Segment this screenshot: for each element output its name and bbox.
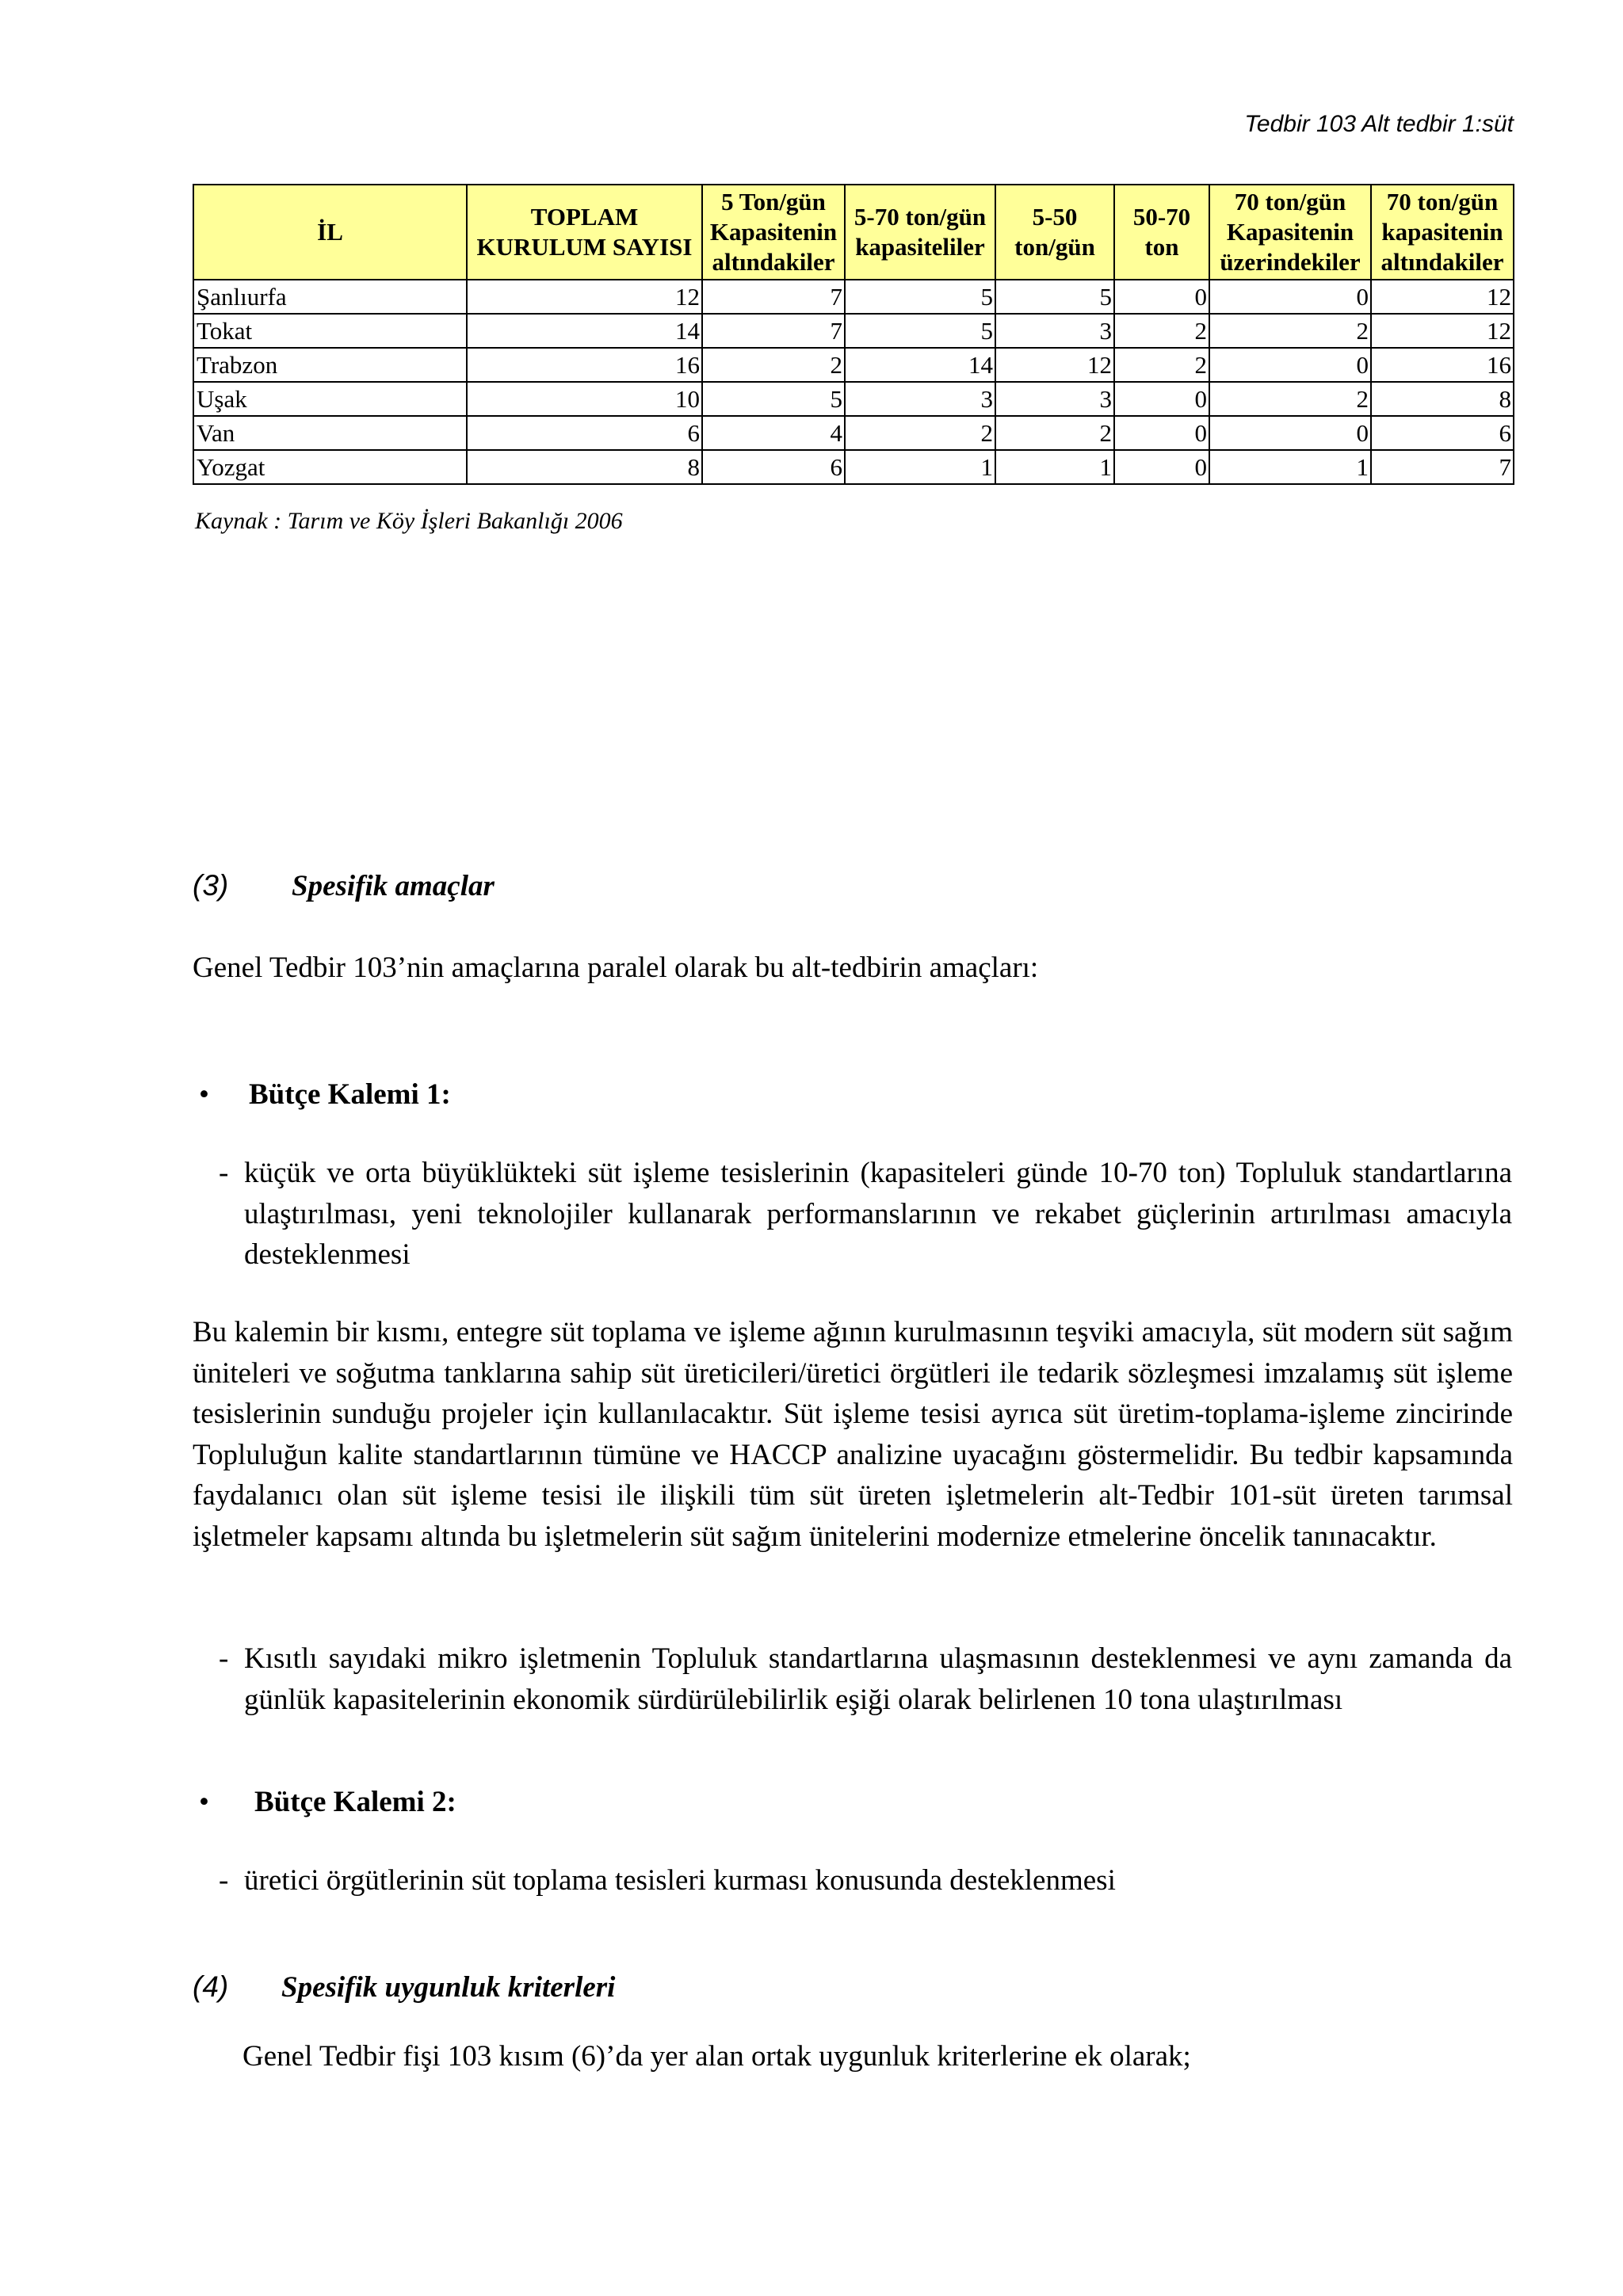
table-cell: 5 [845,280,995,314]
table-cell: 0 [1114,382,1209,416]
table-cell: 2 [1114,314,1209,348]
list-item [219,1153,1512,1276]
table-cell: 16 [467,348,702,382]
table-cell: 6 [467,416,702,450]
column-header: İL [193,185,467,280]
list-item [219,1638,1512,1720]
table-cell: 0 [1209,280,1371,314]
budget-paragraph: Bu kalemin bir kısmı, entegre süt toplama ve işleme ağının kurulmasının teşviki amacıyla, süt modern süt sağım üniteleri ve soğutma tanklarına sahip süt üreticileri/üretici örgütleri ile tedarik sözleşmesi imzalamış süt işleme tesislerinin sunduğu projeler için kullanılacaktır. Süt işleme tesisi ayrıca süt üretim-toplama-işleme zincirinde Topluluğun kalite standartlarının tümüne ve HACCP analizine uyacağını göstermelidir. Bu tedbir kapsamında faydalanıcı olan süt işleme tesisi ile ilişkili tüm süt üreten işletmelerin alt-Tedbir 101-süt üreten tarımsal işletmeler kapsamı altında bu işletmelerin süt sağım ünitelerini modernize etmelerine öncelik tanınacaktır. [193,1316,1513,1553]
list-item-text: küçük ve orta büyüklükteki süt işleme tesislerinin (kapasiteleri günde 10-70 ton) Topluluk standartlarına ulaştırılması, yeni teknolojiler kullanarak performanslarının ve rekabet güçlerinin artırılması amacıyla desteklenmesi [244,1157,1512,1271]
table-cell: 3 [845,382,995,416]
table-cell: 5 [995,280,1114,314]
table-cell: 12 [467,280,702,314]
column-header: 5 Ton/gün Kapasitenin altındakiler [702,185,845,280]
column-header: 70 ton/gün kapasitenin altındakiler [1371,185,1514,280]
table-cell: 2 [1209,382,1371,416]
column-header: 50-70 ton [1114,185,1209,280]
table-cell: 7 [1371,450,1514,484]
table-cell: 2 [1114,348,1209,382]
province-cell: Uşak [193,382,467,416]
running-title: Tedbir 103 Alt tedbir 1:süt [1244,111,1514,137]
table-cell: 5 [845,314,995,348]
section-3-intro: Genel Tedbir 103’nin amaçlarına paralel olarak bu alt-tedbirin amaçları: [193,952,1039,984]
dash-symbol: - [219,1642,229,1675]
table-cell: 0 [1114,280,1209,314]
column-header: 5-70 ton/gün kapasiteliler [845,185,995,280]
table-cell: 12 [1371,314,1514,348]
list-item-text: üretici örgütlerinin süt toplama tesisleri kurması konusunda desteklenmesi [244,1864,1116,1897]
table-cell: 2 [702,348,845,382]
table-cell: 3 [995,382,1114,416]
table-cell: 12 [995,348,1114,382]
table-cell: 14 [467,314,702,348]
table-cell: 1 [995,450,1114,484]
table-cell: 0 [1209,416,1371,450]
section-number: (3) [193,869,229,902]
table-cell: 6 [702,450,845,484]
section-title: Spesifik uygunluk kriterleri [281,1971,616,2004]
table-cell: 3 [995,314,1114,348]
province-cell: Trabzon [193,348,467,382]
table-header-row [193,185,1514,280]
table-row [193,314,1514,348]
table-cell: 16 [1371,348,1514,382]
table-row [193,450,1514,484]
dash-symbol: - [219,1864,229,1897]
table-cell: 1 [845,450,995,484]
section-number: (4) [193,1970,229,2003]
section-4-intro: Genel Tedbir fişi 103 kısım (6)’da yer alan ortak uygunluk kriterlerine ek olarak; [242,2040,1191,2073]
province-cell: Tokat [193,314,467,348]
table-row [193,382,1514,416]
table-cell: 14 [845,348,995,382]
table-cell: 2 [995,416,1114,450]
table-cell: 2 [1209,314,1371,348]
section-title: Spesifik amaçlar [292,870,495,902]
table-cell: 8 [1371,382,1514,416]
table-cell: 10 [467,382,702,416]
table-row [193,348,1514,382]
table-cell: 2 [845,416,995,450]
bullet-symbol: • [199,1786,209,1818]
list-item-text: Kısıtlı sayıdaki mikro işletmenin Topluluk standartlarına ulaşmasının desteklenmesi ve aynı zamanda da günlük kapasitelerinin ekonomik sürdürülebilirlik eşiği olarak belirlenen 10 tona ulaştırılması [244,1642,1512,1716]
budget-item-2-bullet [199,1785,456,1819]
table-cell: 0 [1114,450,1209,484]
section-3-heading [193,869,495,903]
column-header: 70 ton/gün Kapasitenin üzerindekiler [1209,185,1371,280]
table-cell: 7 [702,314,845,348]
column-header: 5-50 ton/gün [995,185,1114,280]
table-cell: 8 [467,450,702,484]
table-cell: 5 [702,382,845,416]
table-cell: 7 [702,280,845,314]
province-cell: Yozgat [193,450,467,484]
bullet-symbol: • [199,1078,209,1111]
table-cell: 0 [1114,416,1209,450]
capacity-table [193,184,1514,485]
bullet-label: Bütçe Kalemi 2: [254,1786,456,1818]
province-cell: Şanlıurfa [193,280,467,314]
table-cell: 4 [702,416,845,450]
table-row [193,416,1514,450]
bullet-label: Bütçe Kalemi 1: [249,1078,451,1111]
table-cell: 0 [1209,348,1371,382]
dash-symbol: - [219,1157,229,1189]
province-cell: Van [193,416,467,450]
table-source-note: Kaynak : Tarım ve Köy İşleri Bakanlığı 2006 [195,508,623,534]
table-cell: 12 [1371,280,1514,314]
budget-item-1-bullet [199,1077,451,1112]
column-header: TOPLAM KURULUM SAYISI [467,185,702,280]
table-cell: 6 [1371,416,1514,450]
table-cell: 1 [1209,450,1371,484]
list-item [219,1860,1512,1901]
table-row [193,280,1514,314]
section-4-heading [193,1970,615,2004]
